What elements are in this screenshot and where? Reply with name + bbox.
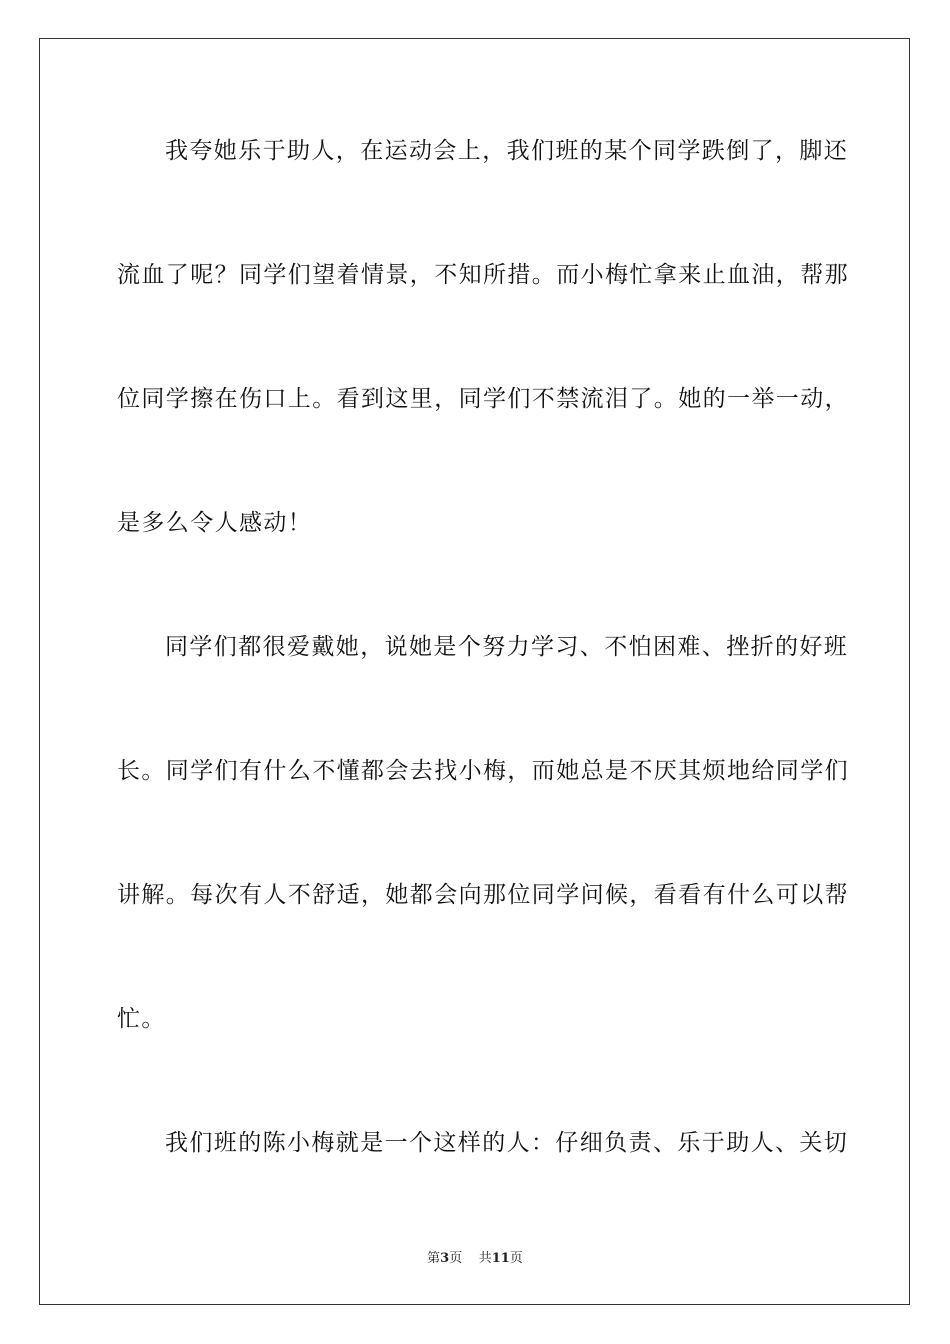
text-line: 是多么令人感动！ [117, 510, 313, 536]
page-suffix: 页 [449, 1251, 463, 1266]
text-line: 位同学擦在伤口上。看到这里，同学们不禁流泪了。她的一举一动， [117, 386, 849, 412]
text-line: 忙。 [117, 1006, 166, 1032]
page-number: 3 [440, 1251, 450, 1266]
text-line: 我们班的陈小梅就是一个这样的人：仔细负责、乐于助人、关切 [165, 1130, 849, 1156]
total-suffix: 页 [509, 1251, 523, 1266]
page-prefix: 第 [427, 1251, 441, 1266]
total-pages: 11 [491, 1251, 510, 1266]
page-frame [39, 38, 910, 1305]
text-line: 我夸她乐于助人，在运动会上，我们班的某个同学跌倒了，脚还 [165, 138, 849, 164]
text-line: 流血了呢？同学们望着情景，不知所措。而小梅忙拿来止血油，帮那 [117, 262, 849, 288]
text-line: 长。同学们有什么不懂都会去找小梅，而她总是不厌其烦地给同学们 [117, 758, 849, 784]
text-line: 讲解。每次有人不舒适，她都会向那位同学问候，看看有什么可以帮 [117, 882, 849, 908]
total-prefix: 共 [478, 1251, 492, 1266]
text-line: 同学们都很爱戴她，说她是个努力学习、不怕困难、挫折的好班 [165, 634, 849, 660]
page-footer [0, 1247, 950, 1266]
